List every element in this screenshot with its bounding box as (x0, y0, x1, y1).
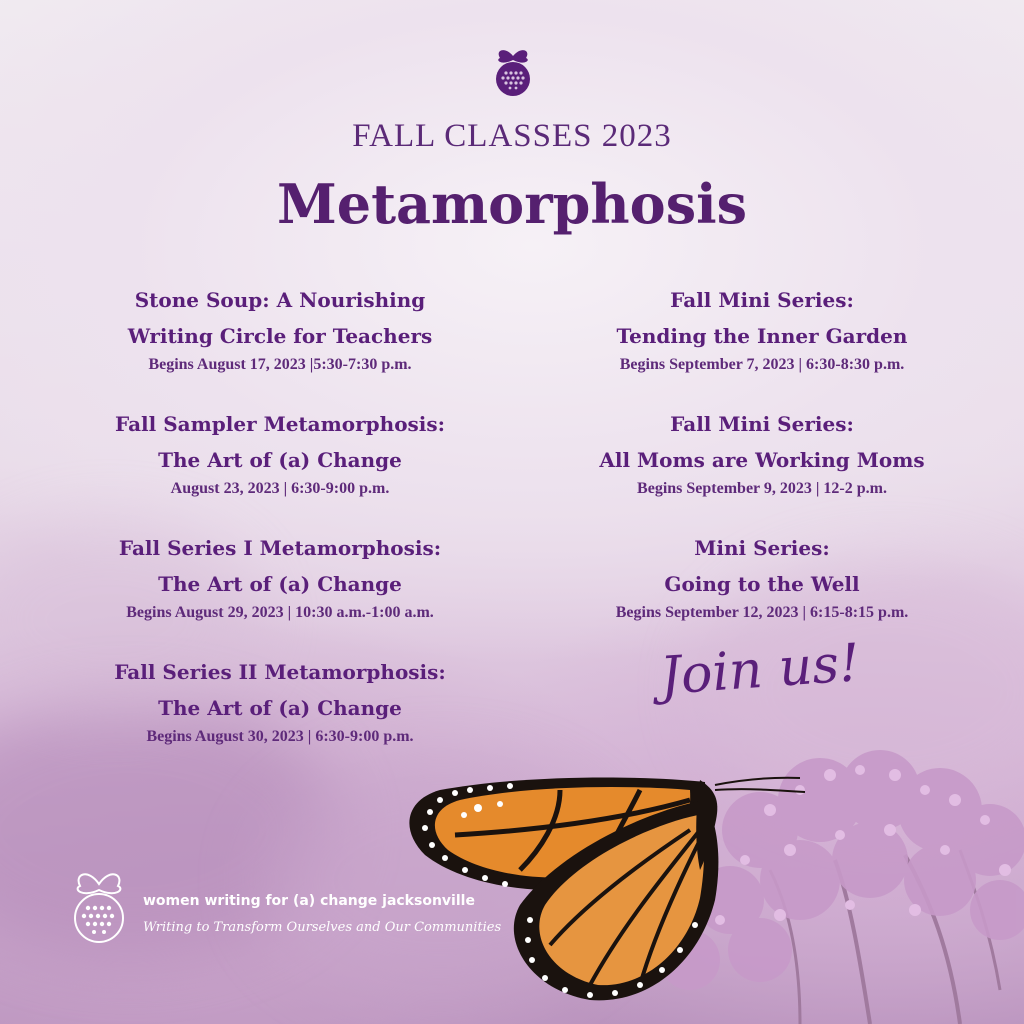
org-tagline: Writing to Transform Ourselves and Our Communities (143, 920, 502, 935)
class-title-line1: Fall Sampler Metamorphosis: (114, 412, 446, 436)
class-title-line1: Fall Mini Series: (670, 412, 854, 436)
class-title-line1: Stone Soup: A Nourishing (134, 288, 426, 312)
class-title-line2: Tending the Inner Garden (616, 324, 908, 348)
class-date: Begins September 9, 2023 | 12-2 p.m. (637, 480, 887, 497)
class-date: Begins September 7, 2023 | 6:30-8:30 p.m. (619, 356, 905, 373)
class-title-line2: The Art of (a) Change (158, 572, 402, 596)
class-title-line2: The Art of (a) Change (158, 696, 402, 720)
butterfly-globe-icon (68, 868, 130, 948)
class-title-line1: Fall Series I Metamorphosis: (118, 536, 442, 560)
class-date: August 23, 2023 | 6:30-9:00 p.m. (170, 480, 390, 497)
class-date: Begins September 12, 2023 | 6:15-8:15 p.m. (615, 604, 909, 621)
class-date: Begins August 17, 2023 |5:30-7:30 p.m. (148, 356, 412, 373)
class-title-line2: Going to the Well (664, 572, 860, 596)
org-name: women writing for (a) change jacksonville (143, 893, 475, 909)
class-title-line2: All Moms are Working Moms (599, 448, 925, 472)
class-title-line2: Writing Circle for Teachers (127, 324, 433, 348)
class-date: Begins August 29, 2023 | 10:30 a.m.-1:00 a.m. (126, 604, 434, 621)
supertitle: FALL CLASSES 2023 (352, 118, 672, 154)
class-title-line1: Fall Mini Series: (670, 288, 854, 312)
class-date: Begins August 30, 2023 | 6:30-9:00 p.m. (146, 728, 414, 745)
class-title-line2: The Art of (a) Change (158, 448, 402, 472)
page-title: Metamorphosis (276, 172, 748, 236)
class-title-line1: Mini Series: (694, 536, 830, 560)
join-us-text: Join us! (658, 633, 862, 707)
class-title-line1: Fall Series II Metamorphosis: (114, 660, 446, 684)
